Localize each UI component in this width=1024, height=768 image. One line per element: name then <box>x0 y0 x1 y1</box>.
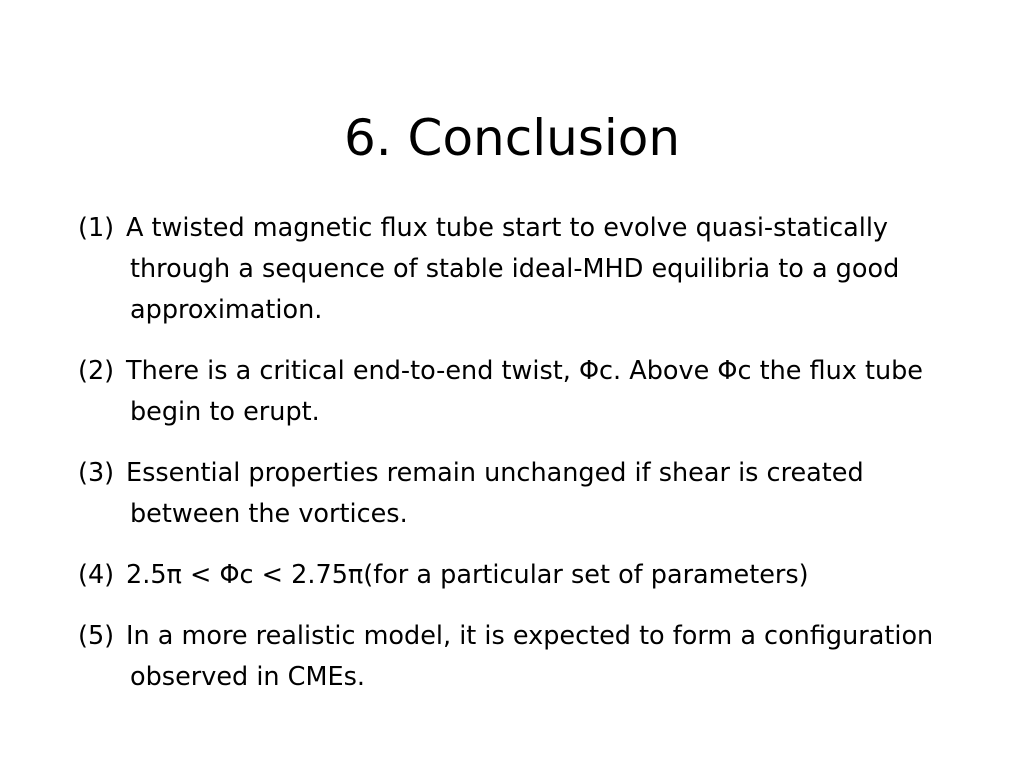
item-text: A twisted magnetic flux tube start to evolve quasi-statically through a sequence of stable ideal-MHD equilibria to a good approximation. <box>126 213 900 325</box>
item-text: 2.5π < Φc < 2.75π(for a particular set of parameters) <box>126 560 809 590</box>
item-number: (3) <box>78 458 115 488</box>
list-item <box>78 351 978 433</box>
list-item <box>78 555 978 596</box>
conclusion-list <box>78 208 978 718</box>
item-text: Essential properties remain unchanged if shear is created between the vortices. <box>126 458 864 529</box>
slide-title: 6. Conclusion <box>343 109 681 167</box>
item-number: (1) <box>78 213 115 243</box>
item-text: There is a critical end-to-end twist, Φc. Above Φc the flux tube begin to erupt. <box>126 356 923 427</box>
list-item <box>78 616 978 698</box>
item-text: In a more realistic model, it is expected to form a configuration observed in CMEs. <box>126 621 934 692</box>
item-number: (5) <box>78 621 115 651</box>
item-number: (2) <box>78 356 115 386</box>
list-item <box>78 208 978 331</box>
list-item <box>78 453 978 535</box>
item-number: (4) <box>78 560 115 590</box>
